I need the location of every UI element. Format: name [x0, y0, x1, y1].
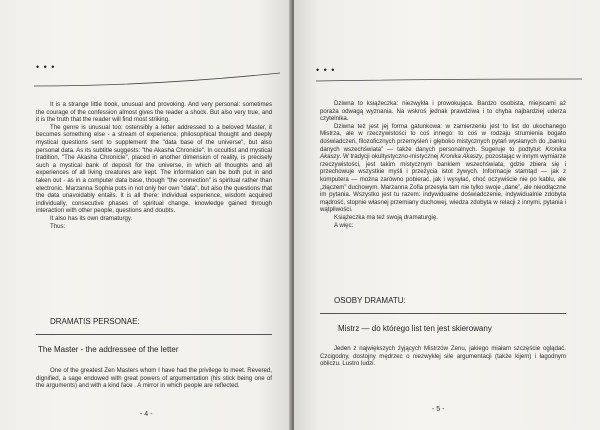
character-description: [320, 345, 566, 368]
body-text: [320, 100, 566, 229]
paragraph: The genre is unusual too: ostensibly a letter addressed to a beloved Master, it becomes something else - a stream of experience, philosophical thought and deeply mystical questions sent to supplement the "data base of the universe", but also personal data. As its subtitle suggests: "the Akasha Chronicle". In occultist and mystical tradition, "The Akasha Chronicle", placed in another dimension of reality, is precisely such a mystical bank of deposit for the universe, in which all thoughts and all experiences of all living creatures are kept. The information can be both put in and taken out - as in a computer data base, though "the connection" is spiritual rather than electronic. Marzanna Sophia puts in not only her own "data", but also the questions that the data unavoidably entails. It is all there: individual experience, wisdom acquired individually, consecutive phases of spiritual change, knowledge gained through interaction with other people, questions and doubts.: [36, 123, 272, 215]
body-text: [36, 101, 272, 230]
divider: [320, 313, 566, 314]
character-description: [36, 367, 272, 390]
italic-title: Kronika Akaszy: [440, 153, 483, 161]
paragraph: One of the greatest Zen Masters whom I have had the privilege to meet. Revered, dignified, a sage endowed with great powers of argumentation (his stick being one of the arguments) and with a kind face . A mirror in which people are reflected.: [36, 367, 272, 390]
header-rule: [314, 73, 584, 85]
paragraph: Thus:: [50, 222, 66, 230]
italic-title: Kronika Akaszy: [320, 145, 566, 161]
paragraph: Jeden z największych żyjących Mistrzów Zenu, jakiego miałam szczęście oglądać. Czcigodny, dostojny mędrzec o niezwykłej sile argumentacji (także kijem) i łagodnym obliczu. Lustro ludzi.: [320, 345, 566, 368]
page-number: - 4 -: [140, 411, 153, 418]
text-run: . W tradycji okultystyczno-mistycznej: [339, 153, 441, 161]
dramatis-personae-heading: DRAMATIS PERSONAE:: [50, 317, 140, 326]
text-run: Dziwna też jest jej forma gatunkowa: w zamierzeniu jest to list do ukochanego Mistrza, ale w rzeczywistości to coś innego: to coś w rodzaju strumienia bogato doświadczeń, filozoficznych przemyśleń i głęboko mistycznych pytań wysłanych do „banku danych wszechświata” — także danych personalnych. Sugeruje to podtytuł:: [320, 122, 566, 153]
paragraph: It is a strange little book, unusual and provoking. And very personal: sometimes the courage of the confession almost gives the reader a shock. But also very true, and it is the truth that the reader will find most striking.: [36, 101, 272, 124]
ellipsis-ornament: • • •: [316, 65, 336, 75]
paragraph: Dziwna to książeczka: niezwykła i prowokująca. Bardzo osobista, miejscami aż poraża odwagą wyznania. Na wskroś jednak prawdziwa i to chyba najbardziej uderza czytelnika.: [320, 100, 566, 123]
character-heading: The Master - the addressee of the letter: [38, 345, 179, 354]
right-page: [294, 0, 600, 430]
ellipsis-ornament: • • •: [36, 62, 56, 72]
text-run: , pozostając w innym wymiarze rzeczywistości, jest takim mistycznym bankiem wszechświata, gdzie zbiera się i przechowuje wszystkie myśli i przeżycia istot żywych. Informacje stamtąd — jak z komputera — można zarówno pobierać, jak i wysyłać, choć oczywiście nie po kablu, ale „złączem” duchowym. Marzanna Zofia przesyła tam nie tylko swoje „dane”, ale nieodłączne im pytania. Wszystko jest tu razem: indywidualne doświadczenie, indywidualnie zdobyta mądrość, stopnie własnej przemiany duchowej, wiedza zdobyta w relacji z innymi, pytania i wątpliwości.: [320, 153, 567, 214]
paragraph: Książeczka ma też swoją dramaturgię.: [334, 213, 438, 221]
paragraph: [320, 123, 566, 214]
header-rule: [32, 70, 282, 90]
dramatis-personae-heading: OSOBY DRAMATU:: [334, 296, 406, 305]
paragraph: A więc:: [334, 221, 354, 229]
character-heading: Mistrz — do którego list ten jest skierowany: [338, 324, 492, 333]
divider: [36, 334, 272, 335]
left-page: [0, 0, 292, 430]
paragraph: It also has its own dramaturgy.: [50, 214, 133, 222]
page-number: - 5 -: [432, 406, 445, 413]
